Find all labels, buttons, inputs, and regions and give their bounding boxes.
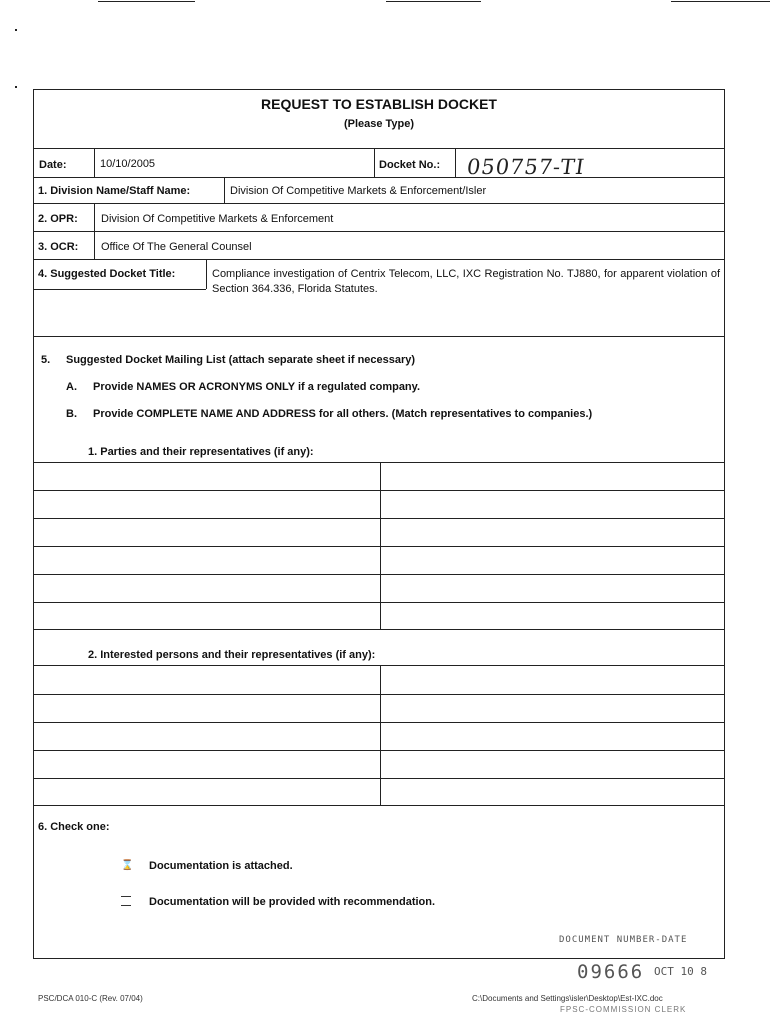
- divider: [206, 259, 207, 289]
- grid-divider: [380, 665, 381, 805]
- grid-rule: [34, 574, 724, 575]
- division-label: 1. Division Name/Staff Name:: [38, 185, 191, 197]
- divider: [94, 148, 95, 177]
- grid-rule: [34, 518, 724, 519]
- grid-rule: [34, 778, 724, 779]
- date-label: Date:: [39, 159, 67, 171]
- docket-no-label: Docket No.:: [379, 159, 441, 171]
- parties-label: 1. Parties and their representatives (if any):: [88, 446, 314, 458]
- rule: [34, 148, 724, 149]
- divider: [455, 148, 456, 177]
- grid-rule: [34, 805, 724, 806]
- grid-rule: [34, 722, 724, 723]
- rule: [34, 177, 724, 178]
- section-5b-text: Provide COMPLETE NAME AND ADDRESS for all others. (Match representatives to companies.): [93, 408, 593, 420]
- rule: [34, 259, 724, 260]
- grid-rule: [34, 546, 724, 547]
- section-5a-text: Provide NAMES OR ACRONYMS ONLY if a regulated company.: [93, 381, 421, 393]
- scan-mark: [15, 86, 17, 88]
- opr-label: 2. OPR:: [38, 213, 78, 225]
- form-identifier: PSC/DCA 010-C (Rev. 07/04): [38, 994, 143, 1003]
- opr-value: Division Of Competitive Markets & Enforcement: [101, 213, 334, 225]
- date-value: 10/10/2005: [100, 158, 156, 170]
- attached-checkbox-icon: ⌛: [121, 860, 134, 871]
- section-5-heading: Suggested Docket Mailing List (attach separate sheet if necessary): [66, 354, 416, 366]
- grid-rule: [34, 750, 724, 751]
- stamp-number: 09666: [577, 961, 645, 983]
- recommendation-checkbox-icon: [121, 896, 131, 906]
- grid-rule: [34, 629, 724, 630]
- top-rule: [98, 1, 195, 2]
- docket-title-value: Compliance investigation of Centrix Telecom, LLC, IXC Registration No. TJ880, for apparent violation of Section 364.336, Florida Statutes.: [212, 268, 720, 295]
- divider: [224, 177, 225, 203]
- form-title: REQUEST TO ESTABLISH DOCKET: [261, 96, 497, 112]
- division-value: Division Of Competitive Markets & Enforcement/Isler: [230, 185, 487, 197]
- divider: [94, 203, 95, 259]
- rule: [34, 336, 724, 337]
- section-5b-letter: B.: [66, 408, 77, 420]
- grid-rule: [34, 490, 724, 491]
- docket-no-handwritten: 050757-TI: [465, 155, 587, 179]
- grid-divider: [380, 462, 381, 629]
- docket-title-label: 4. Suggested Docket Title:: [38, 268, 176, 280]
- ocr-label: 3. OCR:: [38, 241, 79, 253]
- file-path: C:\Documents and Settings\isler\Desktop\Est-IXC.doc: [472, 994, 663, 1003]
- scan-mark: [15, 29, 17, 31]
- document-number-stamp: DOCUMENT NUMBER-DATE: [559, 935, 688, 945]
- clerk-stamp: FPSC-COMMISSION CLERK: [560, 1005, 687, 1014]
- rule: [34, 231, 724, 232]
- grid-rule: [34, 602, 724, 603]
- top-rule: [386, 1, 481, 2]
- rule: [34, 289, 206, 290]
- grid-rule: [34, 665, 724, 666]
- section-6-heading: 6. Check one:: [38, 821, 110, 833]
- stamp-date: OCT 10 8: [654, 965, 707, 978]
- top-rule: [671, 1, 770, 2]
- option-attached: Documentation is attached.: [149, 860, 293, 872]
- divider: [374, 148, 375, 177]
- section-5a-letter: A.: [66, 381, 77, 393]
- grid-rule: [34, 694, 724, 695]
- section-5-number: 5.: [41, 354, 51, 366]
- grid-rule: [34, 462, 724, 463]
- ocr-value: Office Of The General Counsel: [101, 241, 252, 253]
- rule: [34, 203, 724, 204]
- docket-request-form: [33, 89, 725, 959]
- form-subtitle: (Please Type): [343, 118, 415, 130]
- option-recommendation: Documentation will be provided with recommendation.: [149, 896, 436, 908]
- interested-label: 2. Interested persons and their representatives (if any):: [88, 649, 376, 661]
